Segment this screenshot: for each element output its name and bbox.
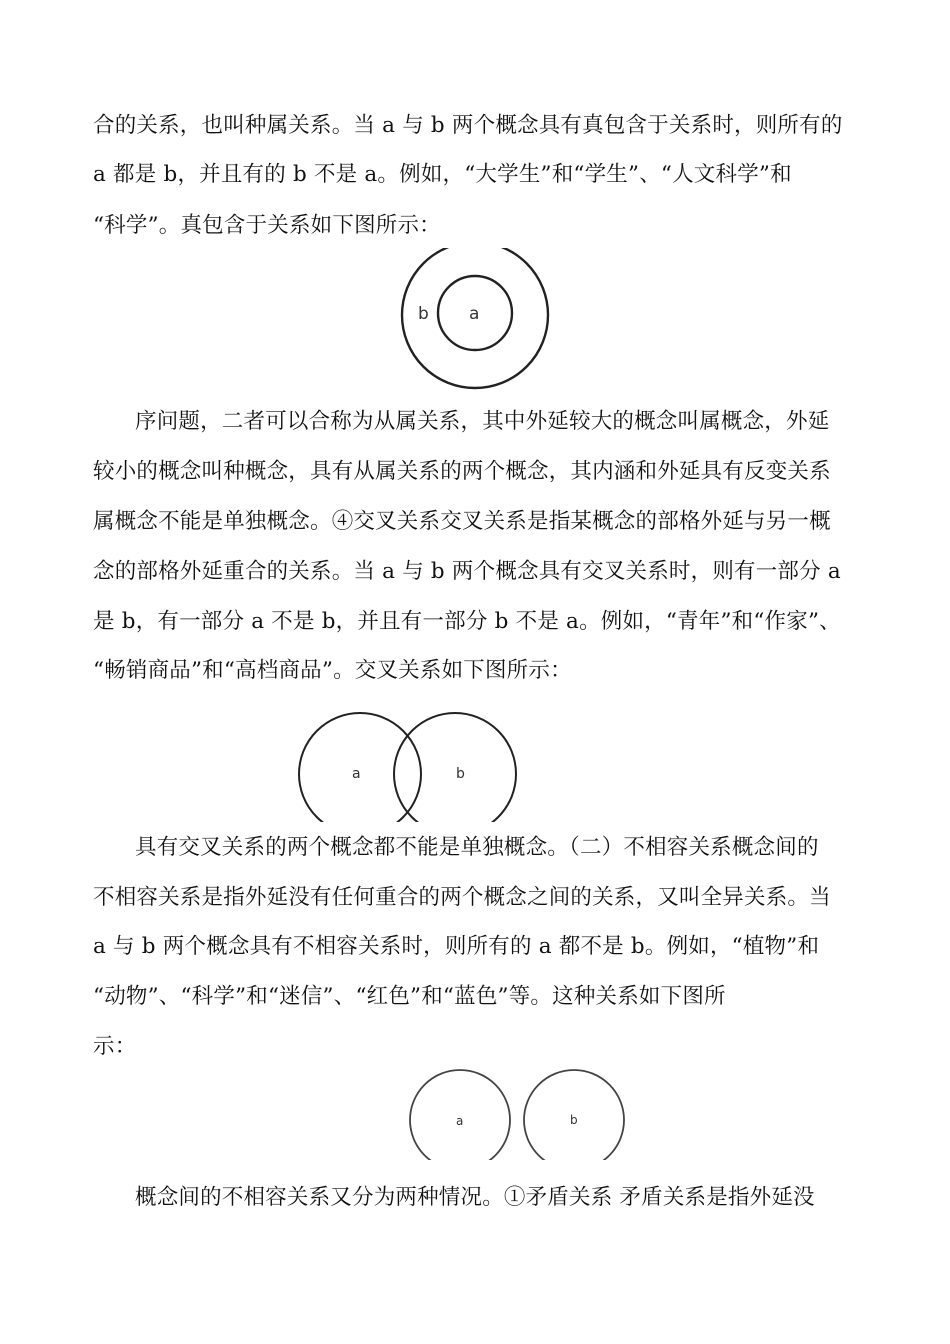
label-a: a [352,766,361,782]
text-line: 序问题，二者可以合称为从属关系，其中外延较大的概念叫属概念，外延 [135,409,830,434]
text-line: 念的部格外延重合的关系。当 a 与 b 两个概念具有交叉关系时，则有一部分 a [93,559,841,584]
text-line: “畅销商品”和“高档商品”。交叉关系如下图所示： [93,658,572,683]
intersection-diagram [296,708,524,822]
text-line: 示： [93,1034,137,1059]
label-a: a [469,304,480,324]
text-line: 具有交叉关系的两个概念都不能是单独概念。（二）不相容关系概念间的 [135,835,819,860]
text-line: 属概念不能是单独概念。④交叉关系交叉关系是指某概念的部格外延与另一概 [93,509,831,534]
label-b: b [418,304,429,324]
inclusion-diagram [396,248,556,390]
label-b: b [570,1113,578,1127]
text-line: a 与 b 两个概念具有不相容关系时，则所有的 a 都不是 b。例如，“植物”和 [93,934,820,959]
disjoint-diagram [406,1068,630,1160]
text-line: 概念间的不相容关系又分为两种情况。①矛盾关系 矛盾关系是指外延没 [135,1185,815,1210]
text-line: 不相容关系是指外延没有任何重合的两个概念之间的关系，又叫全异关系。当 [93,885,831,910]
label-b: b [456,766,465,782]
text-line: 合的关系，也叫种属关系。当 a 与 b 两个概念具有真包含于关系时，则所有的 [93,113,843,138]
text-line: a 都是 b，并且有的 b 不是 a。例如，“大学生”和“学生”、“人文科学”和 [93,162,792,187]
text-line: 较小的概念叫种概念，具有从属关系的两个概念，其内涵和外延具有反变关系 [93,459,831,484]
label-a: a [456,1114,464,1128]
text-line: “科学”。真包含于关系如下图所示： [93,213,441,238]
text-line: 是 b，有一部分 a 不是 b，并且有一部分 b 不是 a。例如，“青年”和“作家”、 [93,609,841,634]
text-line: “动物”、“科学”和“迷信”、“红色”和“蓝色”等。这种关系如下图所 [93,984,726,1009]
